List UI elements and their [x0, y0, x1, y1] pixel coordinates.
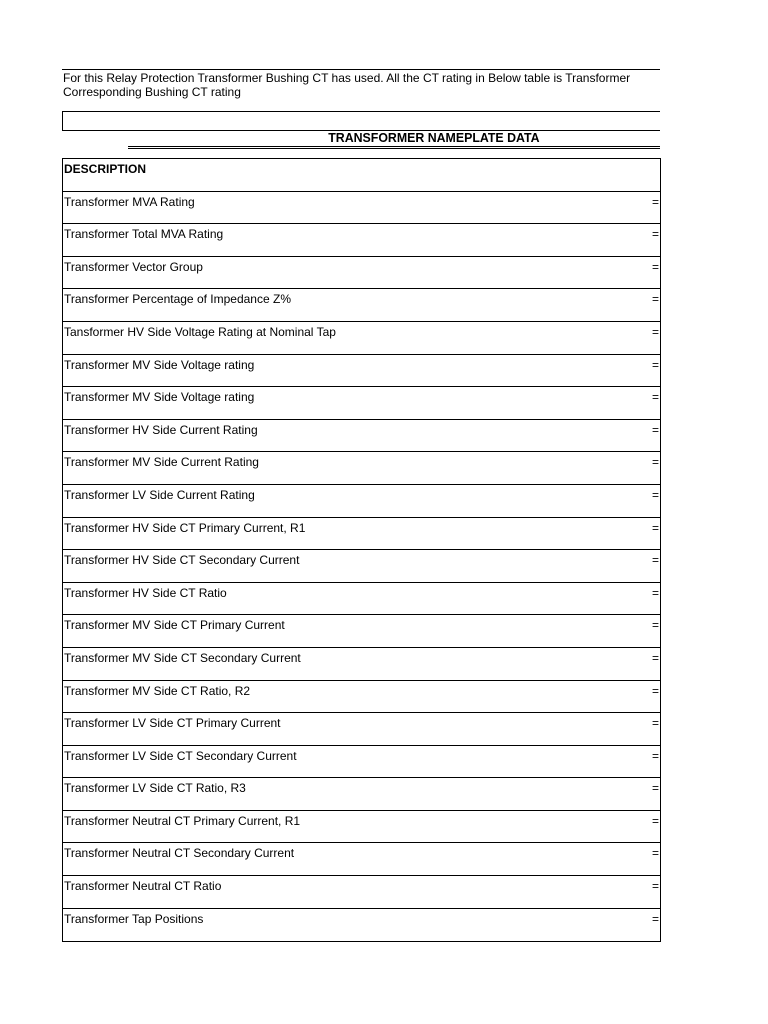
table-row — [63, 224, 660, 257]
row-label: Transformer HV Side CT Primary Current, R1 — [64, 520, 306, 535]
row-label: Transformer MV Side CT Primary Current — [64, 618, 285, 633]
equals-sign: = — [651, 846, 659, 861]
row-label: Transformer LV Side CT Primary Current — [64, 716, 281, 731]
row-label: Transformer LV Side CT Secondary Current — [64, 748, 297, 763]
page-title: TRANSFORMER NAMEPLATE DATA — [328, 130, 540, 145]
row-label: Transformer MV Side Voltage rating — [64, 357, 255, 372]
equals-sign: = — [651, 227, 659, 242]
table-row — [63, 681, 660, 714]
table-row — [63, 257, 660, 290]
table-row — [63, 452, 660, 485]
table-row — [63, 876, 660, 909]
description-header: DESCRIPTION — [64, 162, 147, 176]
table-row — [63, 550, 660, 583]
equals-sign: = — [651, 813, 659, 828]
row-label: Transformer Vector Group — [64, 259, 203, 274]
row-label: Transformer Neutral CT Secondary Current — [64, 846, 295, 861]
table-header-row — [63, 159, 660, 192]
equals-sign: = — [651, 585, 659, 600]
table-row — [63, 322, 660, 355]
equals-sign: = — [651, 487, 659, 502]
equals-sign: = — [651, 194, 659, 209]
table-row — [63, 909, 660, 942]
row-label: Transformer MVA Rating — [64, 194, 195, 209]
nameplate-table — [62, 158, 661, 942]
equals-sign: = — [651, 292, 659, 307]
row-label: Transformer MV Side Current Rating — [64, 455, 259, 470]
row-label: Transformer Neutral CT Primary Current, R1 — [64, 813, 301, 828]
equals-sign: = — [651, 683, 659, 698]
table-row — [63, 289, 660, 322]
table-row — [63, 713, 660, 746]
row-label: Transformer LV Side Current Rating — [64, 487, 255, 502]
equals-sign: = — [651, 357, 659, 372]
row-label: Transformer MV Side Voltage rating — [64, 390, 255, 405]
equals-sign: = — [651, 422, 659, 437]
table-row — [63, 518, 660, 551]
equals-sign: = — [651, 879, 659, 894]
table-row — [63, 746, 660, 779]
table-row — [63, 843, 660, 876]
note-text: For this Relay Protection Transformer Bushing CT has used. All the CT rating in Below table is Transformer Corresponding Bushing CT rating — [62, 69, 660, 112]
equals-sign: = — [651, 650, 659, 665]
equals-sign: = — [651, 618, 659, 633]
row-label: Transformer MV Side CT Ratio, R2 — [64, 683, 251, 698]
title-double-underline — [128, 146, 660, 149]
table-row — [63, 485, 660, 518]
empty-row — [62, 112, 660, 131]
equals-sign: = — [651, 324, 659, 339]
table-row — [63, 355, 660, 388]
row-label: Transformer Tap Positions — [64, 911, 204, 926]
row-label: Tansformer HV Side Voltage Rating at Nominal Tap — [64, 324, 336, 339]
row-label: Transformer Total MVA Rating — [64, 227, 224, 242]
equals-sign: = — [651, 781, 659, 796]
row-label: Transformer LV Side CT Ratio, R3 — [64, 781, 246, 796]
table-row — [63, 811, 660, 844]
equals-sign: = — [651, 520, 659, 535]
equals-sign: = — [651, 390, 659, 405]
table-row — [63, 648, 660, 681]
equals-sign: = — [651, 259, 659, 274]
equals-sign: = — [651, 716, 659, 731]
row-label: Transformer MV Side CT Secondary Current — [64, 650, 301, 665]
row-label: Transformer Percentage of Impedance Z% — [64, 292, 291, 307]
table-row — [63, 583, 660, 616]
table-row — [63, 420, 660, 453]
row-label: Transformer HV Side Current Rating — [64, 422, 258, 437]
table-row — [63, 615, 660, 648]
table-row — [63, 387, 660, 420]
table-row — [63, 192, 660, 225]
table-row — [63, 778, 660, 811]
row-label: Transformer HV Side CT Ratio — [64, 585, 227, 600]
row-label: Transformer Neutral CT Ratio — [64, 879, 222, 894]
row-label: Transformer HV Side CT Secondary Current — [64, 553, 300, 568]
equals-sign: = — [651, 911, 659, 926]
equals-sign: = — [651, 553, 659, 568]
equals-sign: = — [651, 455, 659, 470]
equals-sign: = — [651, 748, 659, 763]
